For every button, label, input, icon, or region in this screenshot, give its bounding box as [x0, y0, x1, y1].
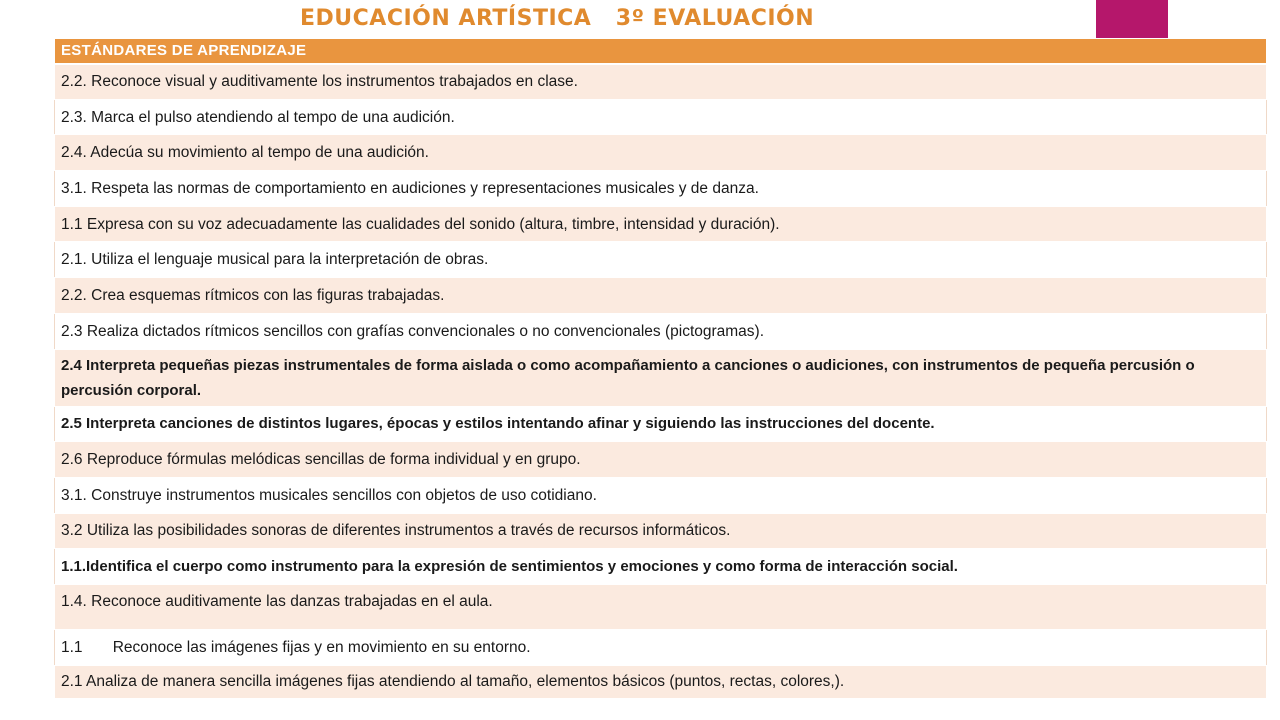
table-row — [55, 278, 1267, 314]
page-title: EDUCACIÓN ARTÍSTICA 3º EVALUACIÓN — [300, 6, 815, 31]
row-text: 2.4 Interpreta pequeñas piezas instrumentales de forma aislada o como acompañamiento a canciones o audiciones, con instrumentos de pequeña percusión o percusión corporal. — [55, 349, 1267, 406]
table-header: ESTÁNDARES DE APRENDIZAJE — [55, 39, 1267, 64]
table-row — [55, 442, 1267, 478]
table-row — [55, 64, 1267, 100]
table-header-row — [55, 39, 1267, 64]
row-text: 2.2. Reconoce visual y auditivamente los instrumentos trabajados en clase. — [55, 64, 1267, 100]
table-row — [55, 629, 1267, 665]
row-text: 2.1 Analiza de manera sencilla imágenes fijas atendiendo al tamaño, elementos básicos (puntos, rectas, colores,). — [55, 665, 1267, 698]
table-row — [55, 135, 1267, 171]
table-row — [55, 549, 1267, 585]
row-text: 2.6 Reproduce fórmulas melódicas sencillas de forma individual y en grupo. — [55, 442, 1267, 478]
table-row — [55, 406, 1267, 442]
row-text: 2.5 Interpreta canciones de distintos lugares, épocas y estilos intentando afinar y siguiendo las instrucciones del docente. — [55, 406, 1267, 442]
table-row — [55, 206, 1267, 242]
row-text: 3.1. Construye instrumentos musicales sencillos con objetos de uso cotidiano. — [55, 477, 1267, 513]
table-row — [55, 349, 1267, 406]
row-text: 1.1 Expresa con su voz adecuadamente las cualidades del sonido (altura, timbre, intensidad y duración). — [55, 206, 1267, 242]
row-text: 1.1.Identifica el cuerpo como instrumento para la expresión de sentimientos y emociones y como forma de interacción social. — [55, 549, 1267, 585]
accent-block — [1096, 0, 1168, 38]
table-row — [55, 584, 1267, 629]
row-text: 1.1 Reconoce las imágenes fijas y en movimiento en su entorno. — [55, 629, 1267, 665]
row-text: 2.3. Marca el pulso atendiendo al tempo de una audición. — [55, 99, 1267, 135]
row-text: 1.4. Reconoce auditivamente las danzas trabajadas en el aula. — [55, 584, 1267, 629]
table-row — [55, 171, 1267, 207]
standards-table — [54, 38, 1267, 699]
table-row — [55, 99, 1267, 135]
table-row — [55, 513, 1267, 549]
row-text: 2.3 Realiza dictados rítmicos sencillos con grafías convencionales o no convencionales (pictogramas). — [55, 313, 1267, 349]
table-row — [55, 242, 1267, 278]
table-row — [55, 477, 1267, 513]
row-text: 2.4. Adecúa su movimiento al tempo de una audición. — [55, 135, 1267, 171]
table-row — [55, 665, 1267, 698]
row-text: 3.1. Respeta las normas de comportamiento en audiciones y representaciones musicales y de danza. — [55, 171, 1267, 207]
table-row — [55, 313, 1267, 349]
row-text: 2.1. Utiliza el lenguaje musical para la interpretación de obras. — [55, 242, 1267, 278]
row-text: 2.2. Crea esquemas rítmicos con las figuras trabajadas. — [55, 278, 1267, 314]
row-text: 3.2 Utiliza las posibilidades sonoras de diferentes instrumentos a través de recursos informáticos. — [55, 513, 1267, 549]
